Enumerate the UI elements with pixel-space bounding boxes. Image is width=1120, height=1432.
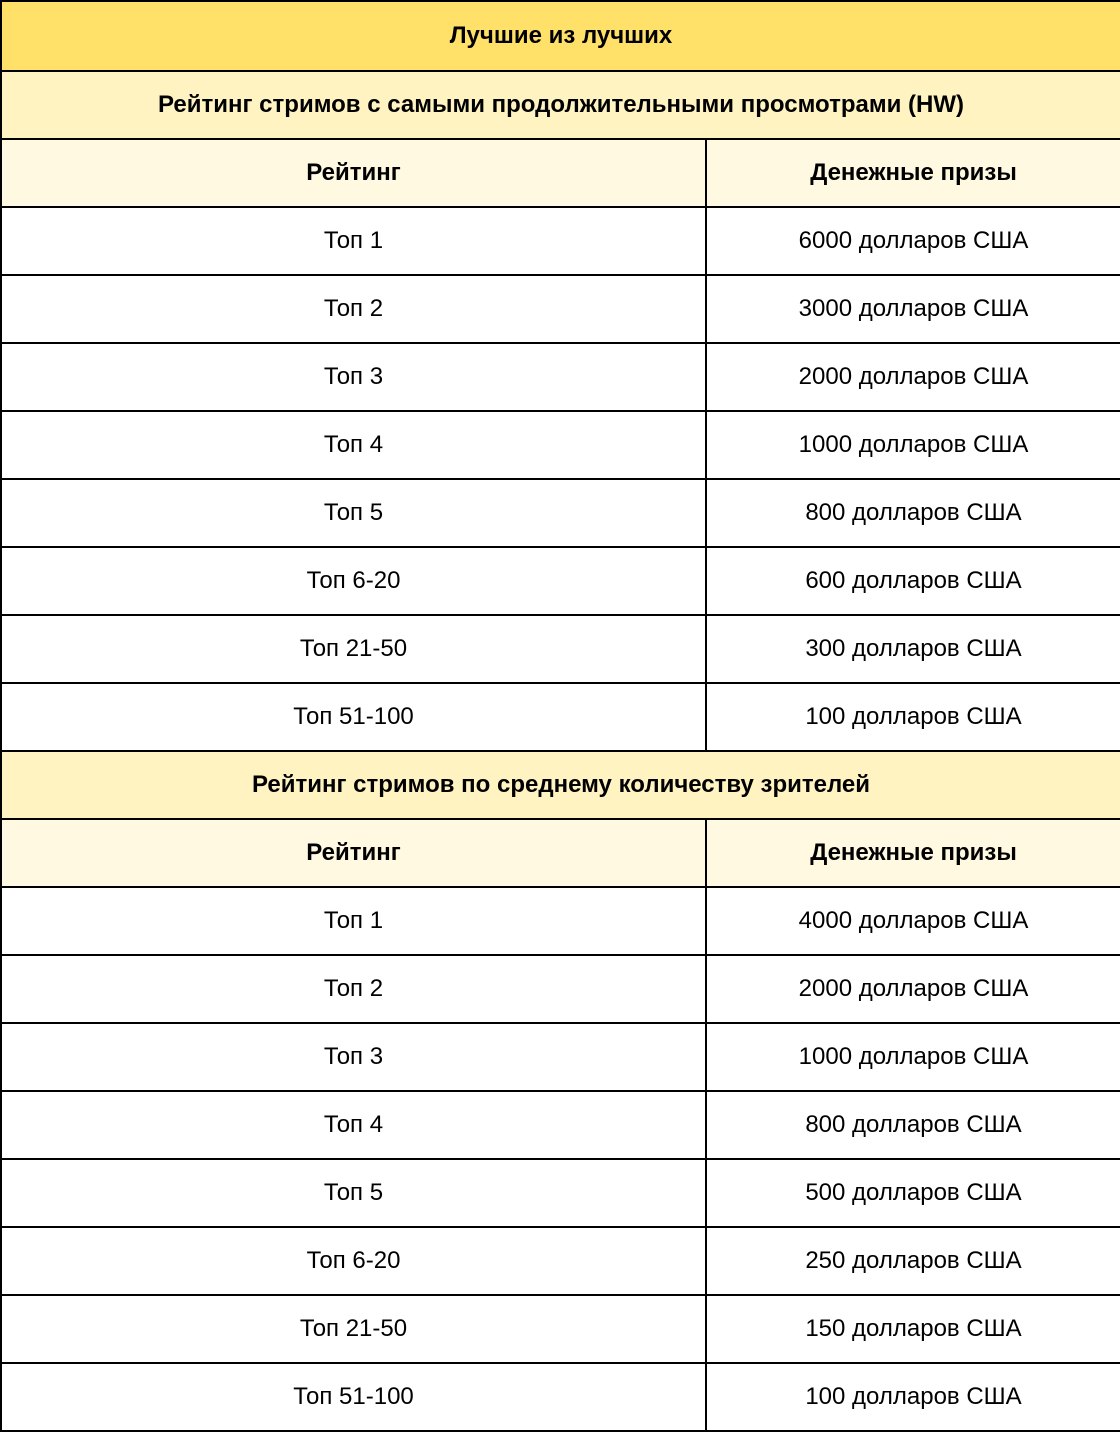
prize-cell: 300 долларов США — [706, 615, 1120, 683]
prize-cell: 150 долларов США — [706, 1295, 1120, 1363]
table-row — [1, 275, 1120, 343]
table-row — [1, 547, 1120, 615]
column-header-prize: Денежные призы — [706, 819, 1120, 887]
column-header-row — [1, 819, 1120, 887]
rank-cell: Топ 1 — [1, 207, 706, 275]
rank-cell: Топ 2 — [1, 955, 706, 1023]
prize-cell: 800 долларов США — [706, 1091, 1120, 1159]
section-heading-row — [1, 71, 1120, 139]
rank-cell: Топ 4 — [1, 1091, 706, 1159]
prize-cell: 4000 долларов США — [706, 887, 1120, 955]
column-header-rank: Рейтинг — [1, 819, 706, 887]
rank-cell: Топ 1 — [1, 887, 706, 955]
table-title: Лучшие из лучших — [1, 1, 1120, 71]
rank-cell: Топ 4 — [1, 411, 706, 479]
table-row — [1, 1363, 1120, 1431]
prize-cell: 3000 долларов США — [706, 275, 1120, 343]
prize-cell: 6000 долларов США — [706, 207, 1120, 275]
prize-cell: 600 долларов США — [706, 547, 1120, 615]
table-row — [1, 683, 1120, 751]
rank-cell: Топ 6-20 — [1, 547, 706, 615]
section-heading: Рейтинг стримов с самыми продолжительными просмотрами (HW) — [1, 71, 1120, 139]
table-row — [1, 1023, 1120, 1091]
section-heading: Рейтинг стримов по среднему количеству зрителей — [1, 751, 1120, 819]
table-row — [1, 887, 1120, 955]
table-row — [1, 1159, 1120, 1227]
prize-cell: 100 долларов США — [706, 1363, 1120, 1431]
table-row — [1, 1091, 1120, 1159]
title-row — [1, 1, 1120, 71]
rank-cell: Топ 2 — [1, 275, 706, 343]
prize-cell: 1000 долларов США — [706, 1023, 1120, 1091]
table-row — [1, 479, 1120, 547]
table-row — [1, 615, 1120, 683]
rank-cell: Топ 5 — [1, 1159, 706, 1227]
table-row — [1, 1227, 1120, 1295]
prize-cell: 800 долларов США — [706, 479, 1120, 547]
rank-cell: Топ 6-20 — [1, 1227, 706, 1295]
rank-cell: Топ 3 — [1, 1023, 706, 1091]
table-row — [1, 1295, 1120, 1363]
prize-cell: 100 долларов США — [706, 683, 1120, 751]
table-row — [1, 207, 1120, 275]
section-heading-row — [1, 751, 1120, 819]
table-row — [1, 343, 1120, 411]
rank-cell: Топ 51-100 — [1, 683, 706, 751]
rank-cell: Топ 21-50 — [1, 1295, 706, 1363]
prize-cell: 1000 долларов США — [706, 411, 1120, 479]
prize-cell: 2000 долларов США — [706, 343, 1120, 411]
column-header-row — [1, 139, 1120, 207]
prize-cell: 250 долларов США — [706, 1227, 1120, 1295]
rank-cell: Топ 3 — [1, 343, 706, 411]
prize-cell: 2000 долларов США — [706, 955, 1120, 1023]
rank-cell: Топ 51-100 — [1, 1363, 706, 1431]
column-header-prize: Денежные призы — [706, 139, 1120, 207]
rank-cell: Топ 5 — [1, 479, 706, 547]
table-row — [1, 955, 1120, 1023]
column-header-rank: Рейтинг — [1, 139, 706, 207]
rank-cell: Топ 21-50 — [1, 615, 706, 683]
prize-cell: 500 долларов США — [706, 1159, 1120, 1227]
table-row — [1, 411, 1120, 479]
